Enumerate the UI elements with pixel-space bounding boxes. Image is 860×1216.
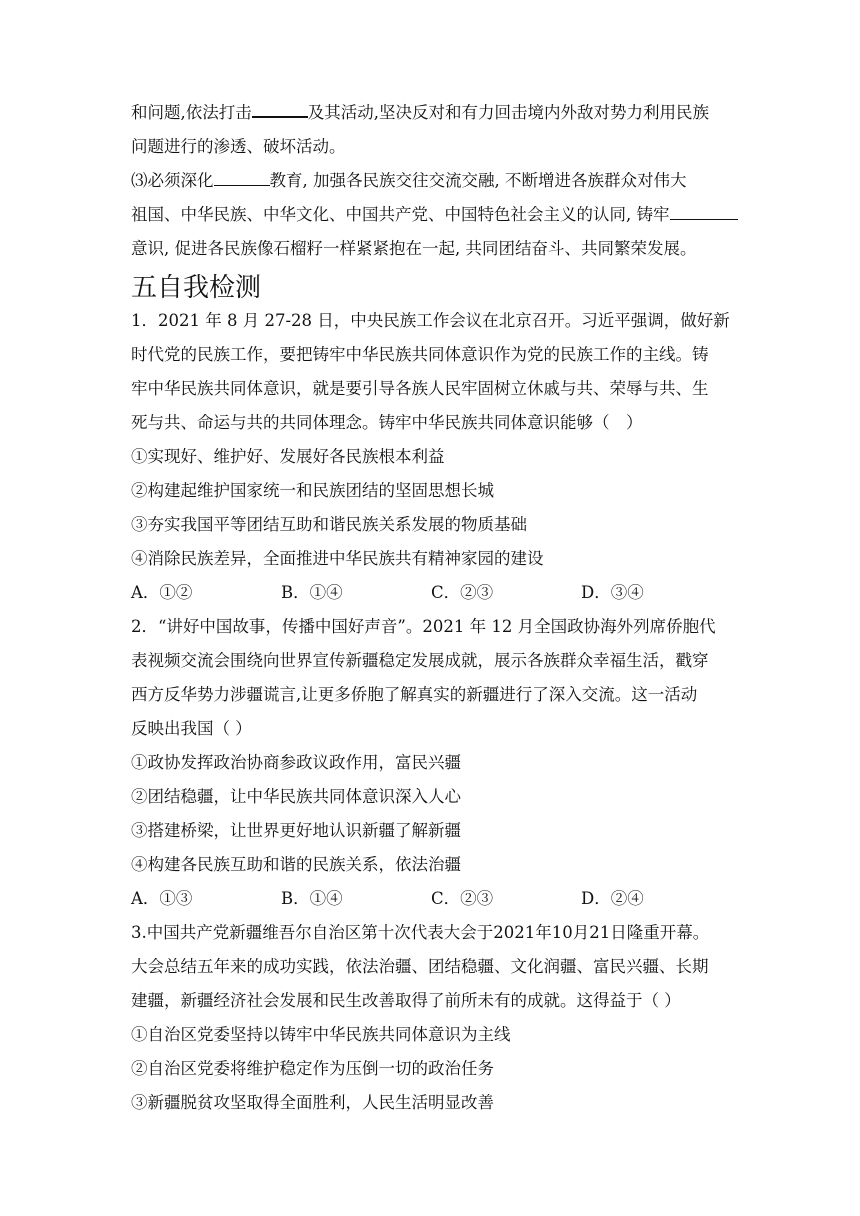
statement-item: ②自治区党委将维护稳定作为压倒一切的政治任务 xyxy=(131,1059,494,1078)
option-b: B．①④ xyxy=(281,889,343,908)
question-stem-line: 表视频交流会围绕向世界宣传新疆稳定发展成就，展示各族群众幸福生活，戳穿 xyxy=(131,651,709,670)
option-d: D．②④ xyxy=(581,889,644,908)
answer-options xyxy=(131,882,741,916)
statement-item: ①政协发挥政治协商参政议政作用，富民兴疆 xyxy=(131,753,461,772)
intro-line-3: ⑶必须深化 教育, 加强各民族交往交流交融, 不断增进各族群众对伟大 xyxy=(131,171,687,190)
statement-item: ①实现好、维护好、发展好各民族根本利益 xyxy=(131,447,445,466)
option-c: C．②③ xyxy=(431,583,494,602)
statement-item: ④构建各民族互助和谐的民族关系，依法治疆 xyxy=(131,855,461,874)
question-stem-line: 2．“讲好中国故事，传播中国好声音”。2021 年 12 月全国政协海外列席侨胞代 xyxy=(131,617,716,636)
fill-blank xyxy=(252,115,308,118)
question-stem-line: 大会总结五年来的成功实践，依法治疆、团结稳疆、文化润疆、富民兴疆、长期 xyxy=(131,957,709,976)
question-stem-line: 3.中国共产党新疆维吾尔自治区第十次代表大会于2021年10月21日隆重开幕。 xyxy=(131,923,710,942)
fill-blank xyxy=(214,184,270,186)
document-content xyxy=(131,96,741,1120)
intro-line-2: 问题进行的渗透、破坏活动。 xyxy=(131,137,346,156)
intro-line-5: 意识, 促进各民族像石榴籽一样紧紧抱在一起, 共同团结奋斗、共同繁荣发展。 xyxy=(131,239,697,258)
option-d: D．③④ xyxy=(581,583,644,602)
intro-line-1: 和问题,依法打击 及其活动,坚决反对和有力回击境内外敌对势力利用民族 xyxy=(131,103,709,122)
question-stem-line: 建疆，新疆经济社会发展和民生改善取得了前所未有的成就。这得益于（ ） xyxy=(131,991,681,1010)
option-c: C．②③ xyxy=(431,889,494,908)
question-stem-line: 时代党的民族工作，要把铸牢中华民族共同体意识作为党的民族工作的主线。铸 xyxy=(131,345,709,364)
option-a: A．①② xyxy=(131,583,193,602)
statement-item: ④消除民族差异，全面推进中华民族共有精神家园的建设 xyxy=(131,549,544,568)
question-stem-line: 西方反华势力涉疆谎言,让更多侨胞了解真实的新疆进行了深入交流。这一活动 xyxy=(131,685,698,704)
statement-item: ②团结稳疆，让中华民族共同体意识深入人心 xyxy=(131,787,461,806)
question-3 xyxy=(131,916,741,1120)
question-1 xyxy=(131,304,741,610)
question-stem-line: 反映出我国（ ） xyxy=(131,719,252,738)
question-stem-line: 1．2021 年 8 月 27-28 日，中央民族工作会议在北京召开。习近平强调，做好新 xyxy=(131,311,730,330)
answer-options xyxy=(131,576,741,610)
question-stem-line: 牢中华民族共同体意识，就是要引导各族人民牢固树立休戚与共、荣辱与共、生 xyxy=(131,379,709,398)
option-a: A．①③ xyxy=(131,889,193,908)
question-2 xyxy=(131,610,741,916)
statement-item: ②构建起维护国家统一和民族团结的坚固思想长城 xyxy=(131,481,494,500)
statement-item: ③搭建桥梁，让世界更好地认识新疆了解新疆 xyxy=(131,821,461,840)
intro-line-4: 祖国、中华民族、中华文化、中国共产党、中国特色社会主义的认同, 铸牢 xyxy=(131,198,741,232)
option-b: B．①④ xyxy=(281,583,343,602)
statement-item: ③夯实我国平等团结互助和谐民族关系发展的物质基础 xyxy=(131,515,527,534)
section-title: 五自我检测 xyxy=(131,273,262,303)
statement-item: ③新疆脱贫攻坚取得全面胜利，人民生活明显改善 xyxy=(131,1093,494,1112)
statement-item: ①自治区党委坚持以铸牢中华民族共同体意识为主线 xyxy=(131,1025,511,1044)
question-stem-line: 死与共、命运与共的共同体理念。铸牢中华民族共同体意识能够（ ） xyxy=(131,413,643,432)
fill-blank xyxy=(670,218,738,220)
